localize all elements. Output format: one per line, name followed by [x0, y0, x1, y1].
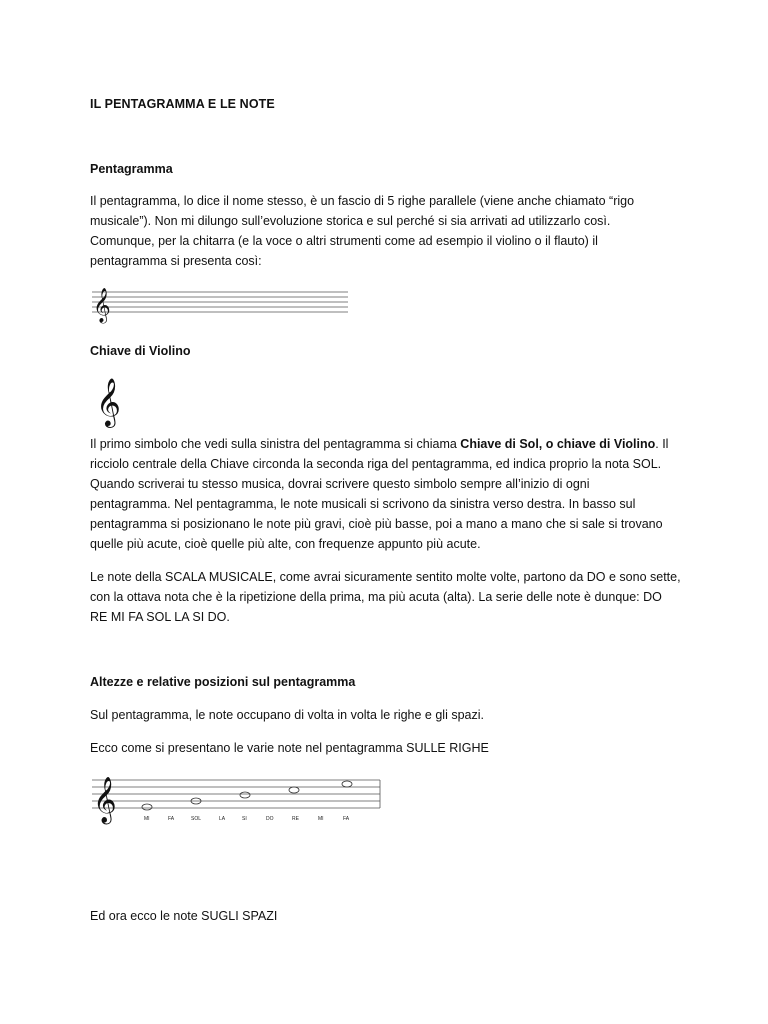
- note-label: FA: [343, 816, 350, 822]
- treble-clef-image: [94, 370, 134, 426]
- staff-notes-lines-image: [90, 772, 384, 828]
- treble-clef-icon: 𝄞: [96, 377, 121, 426]
- treble-clef-icon: 𝄞: [93, 777, 117, 823]
- paragraph-righe-spazi: Sul pentagramma, le note occupano di volta in volta le righe e gli spazi.: [90, 708, 484, 722]
- paragraph-sulle-righe: Ecco come si presentano le varie note nel pentagramma SULLE RIGHE: [90, 741, 489, 755]
- paragraph-sugli-spazi: Ed ora ecco le note SUGLI SPAZI: [90, 909, 278, 923]
- treble-clef-icon: 𝄞: [93, 288, 111, 323]
- note-label: MI: [144, 816, 150, 822]
- paragraph-chiave: Il primo simbolo che vedi sulla sinistra del pentagramma si chiama Chiave di Sol, o chiave di Violino. Il ricciolo centrale della Chiave circonda la seconda riga del pentagramma, ed indica proprio la nota SOL. Quando scriverai tu stesso musica, dovrai scrivere questo simbolo sempre all’inizio di ogni pentagramma. Nel pentagramma, le note musicali si scrivono da sinistra verso destra. In basso sul pentagramma si posizionano le note più gravi, cioè più basse, poi a mano a mano che si sale si trovano quelle più acute, cioè quelle più alte, con frequenze appunto più acute.: [90, 437, 669, 551]
- note-label: MI: [318, 816, 324, 822]
- paragraph-pentagramma: Il pentagramma, lo dice il nome stesso, è un fascio di 5 righe parallele (viene anche chiamato “rigo musicale”). Non mi dilungo sull’evoluzione storica e sul perché si sia arrivati ad utilizzarlo così. Comunque, per la chitarra (e la voce o altri strumenti come ad esempio il violino o il flauto) il pentagramma si presenta così:: [90, 194, 635, 268]
- heading-pentagramma: Pentagramma: [90, 162, 173, 176]
- note-label: FA: [168, 816, 175, 822]
- staff-image: [90, 286, 352, 323]
- heading-altezze: Altezze e relative posizioni sul pentagramma: [90, 675, 356, 689]
- heading-chiave-violino: Chiave di Violino: [90, 344, 191, 358]
- note-label: SI: [242, 816, 247, 822]
- note-label: RE: [292, 816, 299, 822]
- paragraph-scala: Le note della SCALA MUSICALE, come avrai sicuramente sentito molte volte, partono da DO e sono sette, con la ottava nota che è la ripetizione della prima, ma più acuta (alta). La serie delle note è dunque: DO RE MI FA SOL LA SI DO.: [90, 570, 681, 624]
- document-title: IL PENTAGRAMMA E LE NOTE: [90, 97, 275, 111]
- note-label: LA: [219, 816, 226, 822]
- note-label: DO: [266, 816, 274, 822]
- note-label: SOL: [191, 816, 202, 822]
